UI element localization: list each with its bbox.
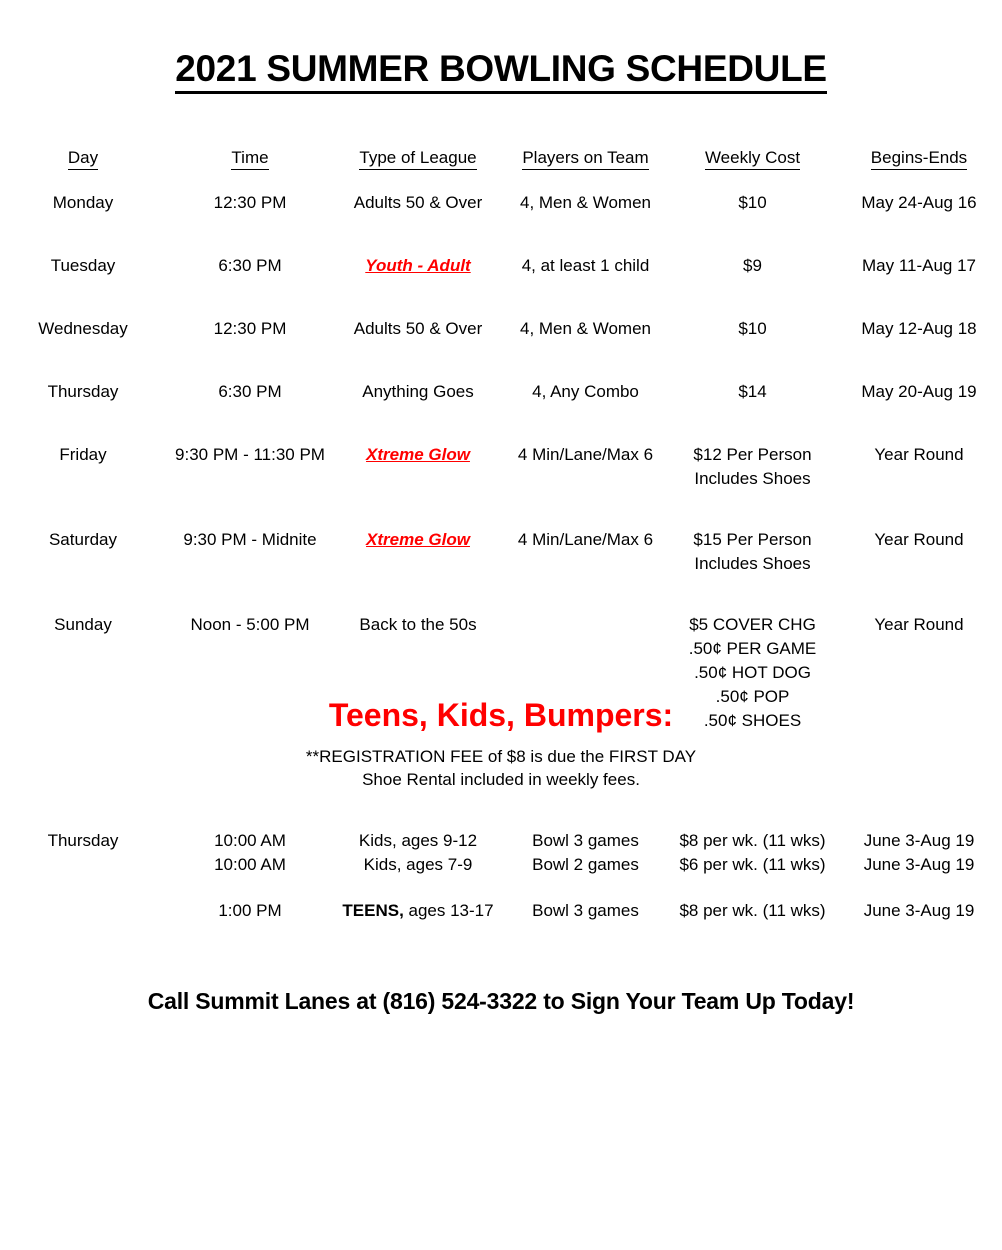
page-title-text: 2021 SUMMER BOWLING SCHEDULE [175, 50, 827, 94]
age-group-rest: Kids, ages 7-9 [363, 855, 473, 874]
cell-weekly-cost: $8 per wk. (11 wks) [679, 831, 826, 850]
column-header-begins-ends: Begins-Ends [836, 148, 1002, 178]
spacer-cell [502, 877, 669, 899]
column-header-weekly-cost: Weekly Cost [669, 148, 836, 178]
cost-line: $9 [743, 256, 762, 275]
cell-age-group [334, 853, 502, 877]
spacer-cell [836, 877, 1002, 899]
cell-day [0, 899, 166, 923]
cell-type-of-league: Adults 50 & Over [353, 319, 483, 338]
table-row [0, 178, 1002, 241]
cost-line: $5 COVER CHG [689, 615, 816, 634]
page-title [0, 50, 1002, 94]
cell-begins-ends: Year Round [874, 530, 964, 549]
cell-time: 9:30 PM - 11:30 PM [175, 445, 325, 464]
cell-day: Monday [52, 193, 114, 212]
cost-line: $14 [738, 382, 767, 401]
cell-time: 9:30 PM - Midnite [183, 530, 317, 549]
cell-time: Noon - 5:00 PM [190, 615, 310, 634]
table-row [0, 367, 1002, 430]
cell-games: Bowl 2 games [532, 855, 639, 874]
cell-games: Bowl 3 games [532, 901, 639, 920]
youth-schedule-table [0, 829, 1002, 923]
cell-type-of-league [334, 515, 502, 600]
cost-line: $15 Per Person [693, 530, 812, 549]
cell-begins-ends: June 3-Aug 19 [863, 831, 975, 850]
cell-time: 12:30 PM [213, 319, 287, 338]
column-header-players-on-team: Players on Team [502, 148, 669, 178]
cell-weekly-cost: $8 per wk. (11 wks) [679, 901, 826, 920]
cell-begins-ends: May 11-Aug 17 [861, 256, 977, 275]
cell-begins-ends: May 24-Aug 16 [861, 193, 977, 212]
spacer-cell [669, 877, 836, 899]
spacer-cell [0, 877, 166, 899]
league-highlight: Youth - Adult [365, 256, 471, 275]
column-header-day: Day [0, 148, 166, 178]
cell-day: Thursday [47, 831, 119, 850]
table-row-spacer [0, 877, 1002, 899]
spacer-cell [334, 877, 502, 899]
cell-day [0, 853, 166, 877]
league-highlight: Xtreme Glow [366, 530, 470, 549]
cell-type-of-league [334, 241, 502, 304]
cell-players-on-team: 4, Men & Women [519, 193, 652, 212]
table-row [0, 515, 1002, 600]
cost-line: .50¢ HOT DOG [694, 663, 811, 682]
cell-type-of-league: Back to the 50s [359, 615, 477, 634]
cost-line: .50¢ POP [715, 687, 790, 706]
cell-begins-ends: June 3-Aug 19 [863, 901, 975, 920]
table-row [0, 241, 1002, 304]
cell-begins-ends: June 3-Aug 19 [863, 855, 975, 874]
cell-begins-ends: Year Round [874, 445, 964, 464]
cell-weekly-cost [669, 304, 836, 367]
league-highlight: Xtreme Glow [366, 445, 470, 464]
age-group-rest: Kids, ages 9-12 [358, 831, 478, 850]
cost-line: Includes Shoes [694, 469, 811, 488]
cell-games: Bowl 3 games [532, 831, 639, 850]
cost-line: $10 [738, 193, 767, 212]
shoe-rental-line: Shoe Rental included in weekly fees. [362, 770, 640, 789]
table-row [0, 899, 1002, 923]
age-group-bold: TEENS, [342, 901, 404, 920]
cost-line: $12 Per Person [693, 445, 812, 464]
cell-begins-ends: May 20-Aug 19 [861, 382, 977, 401]
cell-time: 1:00 PM [218, 901, 282, 920]
cell-weekly-cost [669, 178, 836, 241]
schedule-header-row [0, 148, 1002, 178]
call-to-action: Call Summit Lanes at (816) 524-3322 to Sign Your Team Up Today! [147, 988, 855, 1014]
cell-type-of-league [334, 430, 502, 515]
cell-time: 12:30 PM [213, 193, 287, 212]
column-header-type-of-league: Type of League [334, 148, 502, 178]
cell-players-on-team: 4 Min/Lane/Max 6 [517, 530, 654, 549]
age-group-rest: ages 13-17 [403, 901, 494, 920]
cell-day: Thursday [47, 382, 119, 401]
cost-line: Includes Shoes [694, 554, 811, 573]
cell-players-on-team: 4, Any Combo [532, 382, 639, 401]
table-row [0, 853, 1002, 877]
cell-time: 10:00 AM [214, 855, 286, 874]
cell-weekly-cost [669, 241, 836, 304]
cost-line: .50¢ SHOES [703, 711, 802, 730]
cell-day: Sunday [54, 615, 112, 634]
schedule-table [0, 148, 1002, 753]
cell-players-on-team: 4 Min/Lane/Max 6 [517, 445, 654, 464]
table-row [0, 430, 1002, 515]
teens-section-heading: Teens, Kids, Bumpers: [328, 697, 674, 733]
cell-weekly-cost [669, 367, 836, 430]
cell-type-of-league: Adults 50 & Over [353, 193, 483, 212]
teens-registration-note [0, 745, 1002, 791]
cell-weekly-cost: $6 per wk. (11 wks) [679, 855, 826, 874]
cell-day: Tuesday [50, 256, 116, 275]
column-header-time: Time [166, 148, 334, 178]
cost-line: $10 [738, 319, 767, 338]
cell-day: Friday [59, 445, 107, 464]
cell-players-on-team: 4, Men & Women [519, 319, 652, 338]
cell-time: 6:30 PM [218, 256, 282, 275]
cell-age-group [334, 899, 502, 923]
table-row [0, 829, 1002, 853]
cell-weekly-cost [669, 515, 836, 600]
registration-fee-line: **REGISTRATION FEE of $8 is due the FIRST DAY [305, 747, 697, 766]
cost-line: .50¢ PER GAME [688, 639, 817, 658]
cell-begins-ends: May 12-Aug 18 [861, 319, 977, 338]
cell-time: 10:00 AM [214, 831, 286, 850]
cell-weekly-cost [669, 430, 836, 515]
cell-day: Wednesday [38, 319, 128, 338]
cell-begins-ends: Year Round [874, 615, 964, 634]
cell-type-of-league: Anything Goes [362, 382, 474, 401]
spacer-cell [166, 877, 334, 899]
cell-day: Saturday [48, 530, 118, 549]
table-row [0, 304, 1002, 367]
cell-players-on-team: 4, at least 1 child [521, 256, 650, 275]
cell-age-group [334, 829, 502, 853]
cell-time: 6:30 PM [218, 382, 282, 401]
